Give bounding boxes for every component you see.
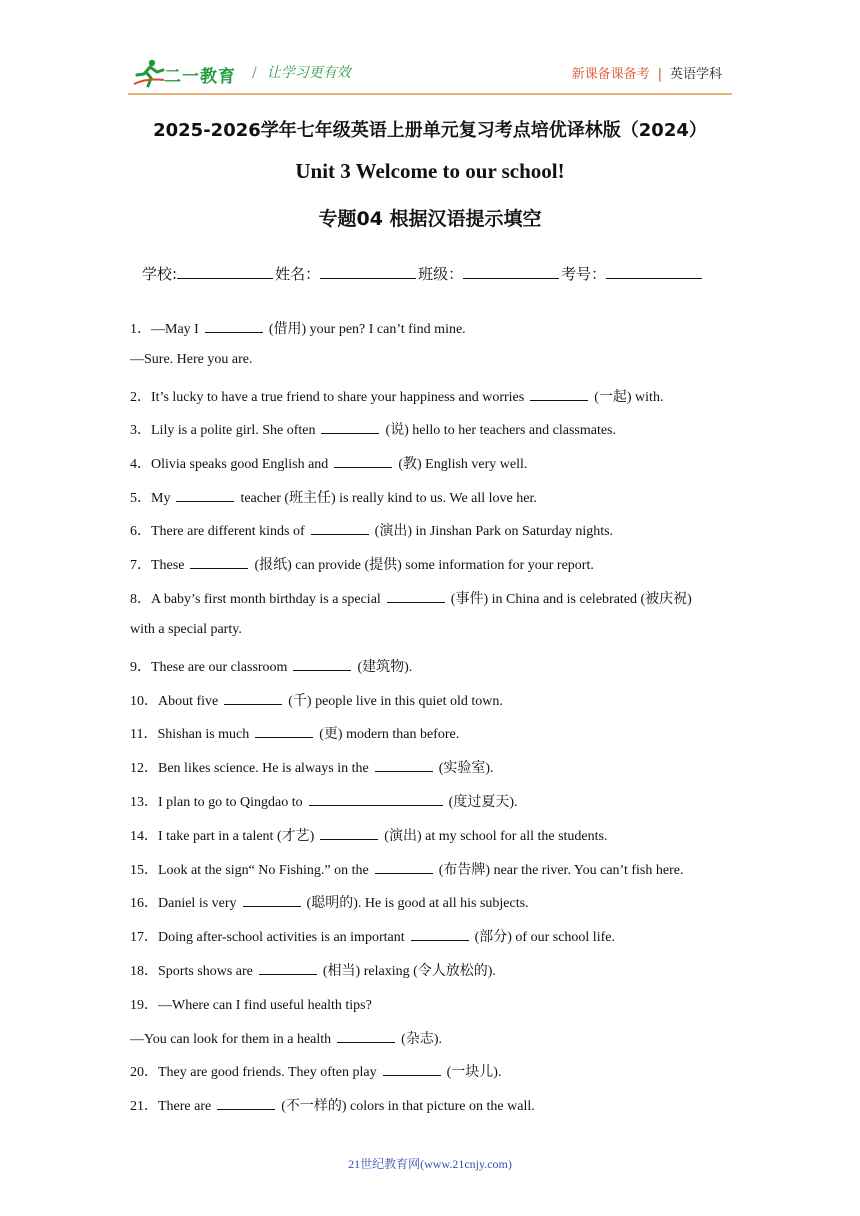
question-text: 2．It’s lucky to have a true friend to share your happiness and worries (130, 390, 525, 405)
question-hint-text: (说) hello to her teachers and classmates. (385, 423, 617, 438)
question-text: 11．Shishan is much (130, 727, 250, 742)
question-hint-text: (更) modern than before. (319, 727, 460, 742)
question-hint-text: (不一样的) colors in that picture on the wall. (281, 1099, 535, 1114)
answer-blank[interactable] (320, 827, 378, 840)
question-hint-text: (演出) in Jinshan Park on Saturday nights. (374, 524, 614, 539)
page-header (0, 0, 860, 100)
question-line (130, 1061, 501, 1081)
answer-blank[interactable] (337, 1030, 395, 1043)
question-hint-text: (一起) with. (594, 390, 664, 405)
runner-logo-icon (132, 58, 166, 88)
answer-blank[interactable] (334, 455, 392, 468)
question-hint-text: (度过夏天). (448, 795, 518, 810)
question-line (130, 723, 459, 743)
slogan-text: 让学习更有效 (266, 65, 351, 81)
question-hint-text: (教) English very well. (398, 457, 528, 472)
question-hint-text: (千) people live in this quiet old town. (288, 694, 503, 709)
answer-blank[interactable] (243, 894, 301, 907)
slogan: / 让学习更有效 (252, 65, 351, 81)
question-text: 21．There are (130, 1099, 212, 1114)
question-text: 8．A baby’s first month birthday is a special (130, 592, 381, 607)
answer-blank[interactable] (309, 793, 443, 806)
question-text: 19．—Where can I find useful health tips? (130, 998, 372, 1013)
question-text: 17．Doing after-school activities is an important (130, 930, 405, 945)
topic-title: 专题04 根据汉语提示填空 (318, 208, 542, 230)
question-hint-text: (演出) at my school for all the students. (384, 829, 608, 844)
answer-blank[interactable] (321, 421, 379, 434)
exam-number-label: 考号： (561, 265, 607, 283)
question-text: 9．These are our classroom (130, 660, 288, 675)
question-text: 14．I take part in a talent (才艺) (130, 829, 315, 844)
question-text: 1．—May I (130, 322, 199, 337)
question-line (130, 1095, 535, 1115)
question-text: with a special party. (130, 622, 242, 637)
question-hint-text: (报纸) can provide (提供) some information for your report. (254, 558, 594, 573)
answer-blank[interactable] (255, 725, 313, 738)
answer-blank[interactable] (411, 928, 469, 941)
answer-blank[interactable] (176, 489, 234, 502)
question-line (130, 622, 242, 638)
question-line (130, 1028, 442, 1048)
answer-blank[interactable] (293, 658, 351, 671)
name-blank[interactable] (320, 264, 416, 279)
page-footer: 21世纪教育网(www.21cnjy.com) (348, 1157, 512, 1171)
question-hint-text: (布告牌) near the river. You can’t fish here. (438, 863, 684, 878)
question-line (130, 520, 613, 540)
question-line (130, 352, 252, 368)
question-text: 12．Ben likes science. He is always in the (130, 761, 369, 776)
answer-blank[interactable] (383, 1063, 441, 1076)
question-line (130, 453, 527, 473)
answer-blank[interactable] (311, 522, 369, 535)
question-line (130, 487, 537, 507)
header-right (572, 63, 722, 82)
question-line (130, 318, 466, 338)
question-line (130, 791, 517, 811)
question-line (130, 588, 692, 608)
class-label: 班级： (418, 265, 464, 283)
question-line (130, 825, 607, 845)
header-category: 新课备课备考 (571, 67, 650, 82)
school-label: 学校: (142, 265, 178, 283)
question-text: 7．These (130, 558, 185, 573)
question-text: 4．Olivia speaks good English and (130, 457, 329, 472)
question-text: 10．About five (130, 694, 219, 709)
question-text: —You can look for them in a health (130, 1032, 332, 1047)
school-blank[interactable] (177, 264, 273, 279)
question-hint-text: (相当) relaxing (令人放松的). (322, 964, 496, 979)
question-text: 15．Look at the sign“ No Fishing.” on the (130, 863, 369, 878)
question-hint-text: (聪明的). He is good at all his subjects. (306, 896, 529, 911)
header-subject: 英语学科 (669, 67, 722, 82)
question-text: 18．Sports shows are (130, 964, 253, 979)
question-line (130, 994, 372, 1014)
question-text: 16．Daniel is very (130, 896, 237, 911)
question-hint-text: (部分) of our school life. (474, 930, 615, 945)
logo-text: 二一教育 (164, 67, 236, 87)
answer-blank[interactable] (387, 590, 445, 603)
question-hint-text: (建筑物). (357, 660, 413, 675)
question-hint-text: (杂志). (401, 1032, 442, 1047)
logo (132, 58, 242, 88)
question-text: 13．I plan to go to Qingdao to (130, 795, 303, 810)
question-hint-text: teacher (班主任) is really kind to us. We all love her. (240, 491, 537, 506)
student-info-row (142, 263, 704, 284)
question-line (130, 926, 615, 946)
class-blank[interactable] (463, 264, 559, 279)
question-line (130, 757, 494, 777)
answer-blank[interactable] (190, 556, 248, 569)
question-line (130, 690, 503, 710)
answer-blank[interactable] (217, 1097, 275, 1110)
question-hint-text: (借用) your pen? I can’t find mine. (268, 322, 466, 337)
document-title: 2025-2026学年七年级英语上册单元复习考点培优译林版（2024） (153, 120, 707, 141)
question-text: 5．My (130, 491, 171, 506)
answer-blank[interactable] (259, 962, 317, 975)
question-hint-text: (一块儿). (446, 1065, 502, 1080)
answer-blank[interactable] (375, 861, 433, 874)
header-divider (128, 93, 732, 95)
question-text: —Sure. Here you are. (130, 352, 253, 367)
question-hint-text: (实验室). (438, 761, 494, 776)
header-separator: | (657, 67, 662, 82)
answer-blank[interactable] (530, 388, 588, 401)
question-line (130, 554, 594, 574)
question-line (130, 656, 412, 676)
question-line (130, 386, 663, 406)
exam-number-blank[interactable] (606, 264, 702, 279)
question-text: 6．There are different kinds of (130, 524, 305, 539)
unit-title: Unit 3 Welcome to our school! (295, 159, 565, 183)
question-text: 3．Lily is a polite girl. She often (130, 423, 316, 438)
question-line (130, 892, 529, 912)
question-line (130, 960, 496, 980)
answer-blank[interactable] (375, 759, 433, 772)
answer-blank[interactable] (205, 320, 263, 333)
question-line (130, 859, 683, 879)
question-line (130, 419, 616, 439)
question-text: 20．They are good friends. They often play (130, 1065, 377, 1080)
answer-blank[interactable] (224, 692, 282, 705)
name-label: 姓名： (275, 265, 321, 283)
question-hint-text: (事件) in China and is celebrated (被庆祝) (450, 592, 692, 607)
